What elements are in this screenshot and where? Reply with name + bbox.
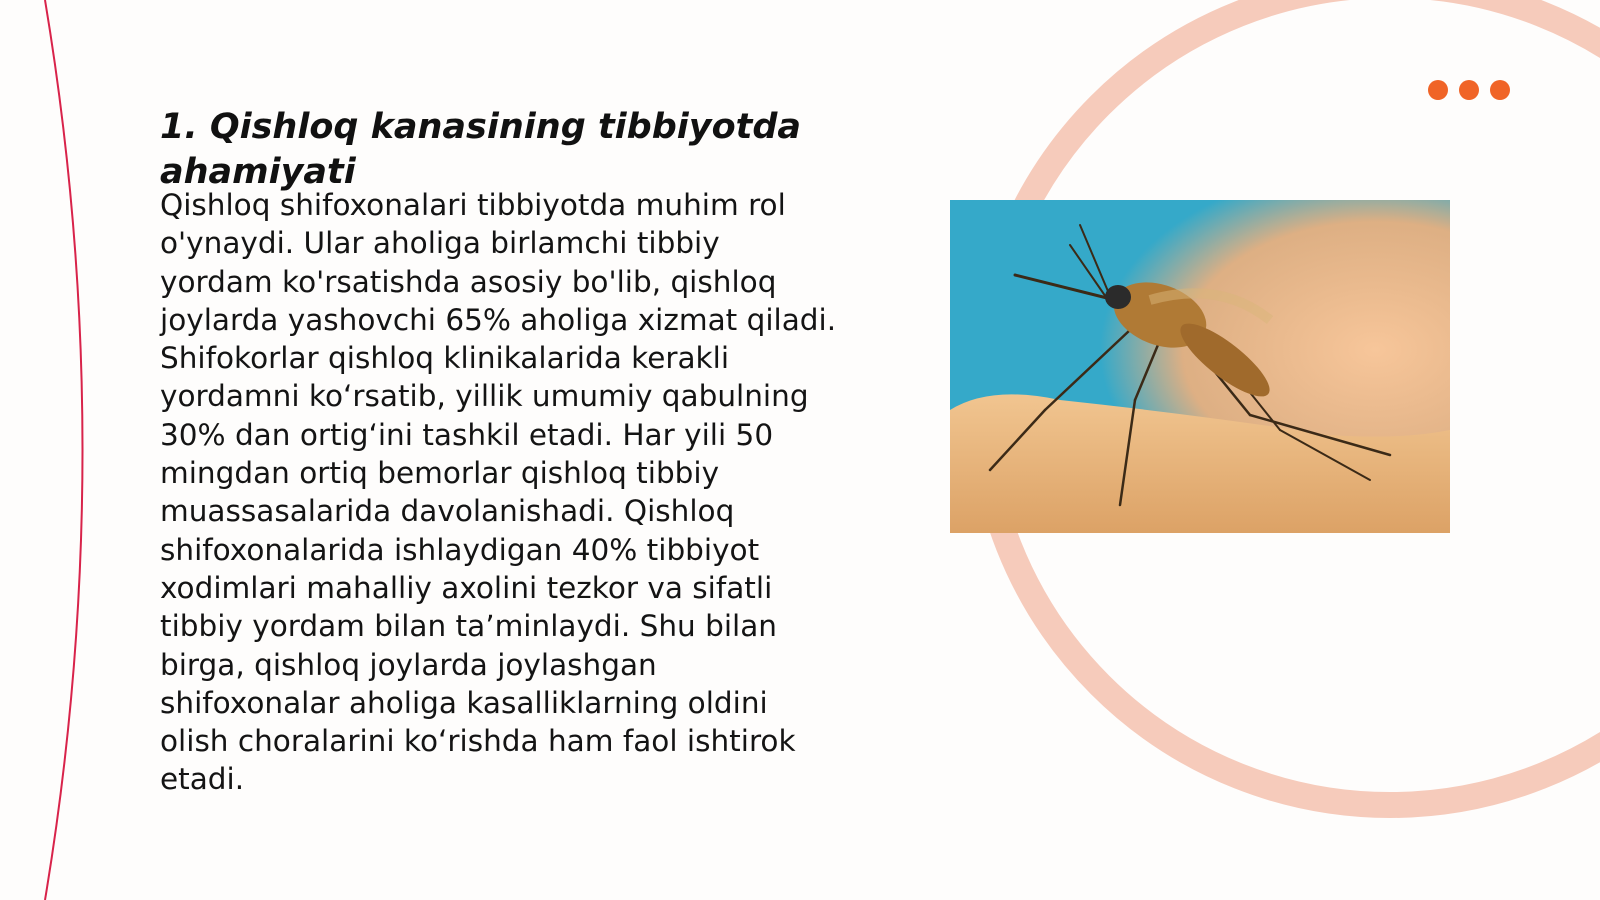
dot (1490, 80, 1510, 100)
left-accent-line (45, 0, 83, 900)
more-dots-icon (1428, 80, 1512, 100)
slide-body-text: Qishloq shifoxonalari tibbiyotda muhim rol o'ynaydi. Ular aholiga birlamchi tibbiy yordam ko'rsatishda asosiy bo'lib, qishloq joylarda yashovchi 65% aholiga xizmat qiladi. Shifokorlar qishloq klinikalarida kerakli yordamni ko‘rsatib, yillik umumiy qabulning 30% dan ortig‘ini tashkil etadi. Har yili 50 mingdan ortiq bemorlar qishloq tibbiy muassasalarida davolanishadi. Qishloq shifoxonalarida ishlaydigan 40% tibbiyot xodimlari mahalliy axolini tezkor va sifatli tibbiy yordam bilan ta’minlaydi. Shu bilan birga, qishloq joylarda joylashgan shifoxonalar aholiga kasalliklarning oldini olish choralarini ko‘rishda ham faol ishtirok etadi. (160, 188, 837, 797)
slide-title: 1. Qishloq kanasining tibbiyotda ahamiyati (160, 107, 802, 192)
dot (1428, 80, 1448, 100)
mosquito-photo (950, 200, 1450, 533)
dot (1459, 80, 1479, 100)
